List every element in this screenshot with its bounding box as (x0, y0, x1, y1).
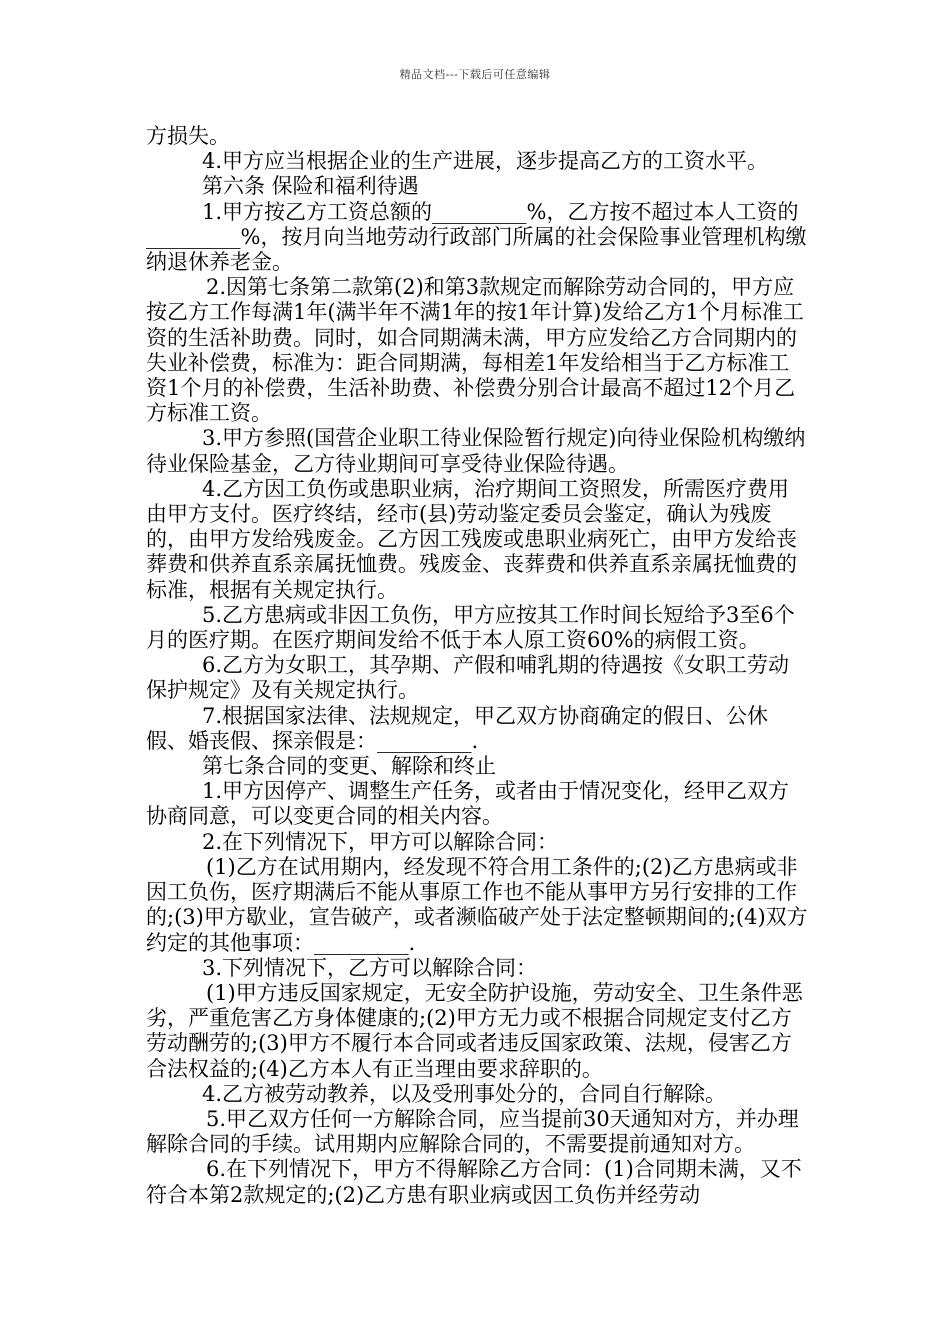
paragraph: 4.乙方被劳动教养，以及受刑事处分的，合同自行解除。 (202, 1081, 727, 1106)
paragraph: 1.甲方因停产、调整生产任务，或者由于情况变化，经甲乙双方协商同意，可以变更合同的相关内容。 (146, 779, 790, 829)
paragraph: (1)乙方在试用期内，经发现不符合用工条件的;(2)乙方患病或非因工负伤，医疗期满后不能从事原工作也不能从事甲方另行安排的工作的;(3)甲方歇业，宣告破产，或者濒临破产处于法定整顿期间的;(4)双方约定的其他事项：_________. (146, 854, 808, 955)
paragraph: 3.下列情况下，乙方可以解除合同： (202, 955, 538, 980)
paragraph: 2.因第七条第二款第(2)和第3款规定而解除劳动合同的，甲方应按乙方工作每满1年(满半年不满1年的按1年计算)发给乙方1个月标准工资的生活补助费。同时，如合同期满未满，甲方应发给乙方合同期内的失业补偿费，标准为：距合同期满，每相差1年发给相当于乙方标准工资1个月的补偿费，生活补助费、补偿费分别合计最高不超过12个月乙方标准工资。 (146, 275, 804, 426)
paragraph: 3.甲方参照(国营企业职工待业保险暂行规定)向待业保险机构缴纳待业保险基金，乙方待业期间可享受待业保险待遇。 (146, 426, 806, 476)
section-heading: 第六条 保险和福利待遇 (202, 174, 419, 199)
paragraph: 6.在下列情况下，甲方不得解除乙方合同：(1)合同期未满，又不符合本第2款规定的;(2)乙方患有职业病或因工负伤并经劳动 (146, 1157, 802, 1207)
paragraph: 6.乙方为女职工，其孕期、产假和哺乳期的待遇按《女职工劳动保护规定》及有关规定执行。 (146, 653, 790, 703)
paragraph: 4.乙方因工负伤或患职业病，治疗期间工资照发，所需医疗费用由甲方支付。医疗终结，经市(县)劳动鉴定委员会鉴定，确认为残废的，由甲方发给残废金。乙方因工残废或患职业病死亡，由甲方发给丧葬费和供养直系亲属抚恤费。残废金、丧葬费和供养直系亲属抚恤费的标准，根据有关规定执行。 (146, 476, 797, 602)
paragraph: (1)甲方违反国家规定，无安全防护设施，劳动安全、卫生条件恶劣，严重危害乙方身体健康的;(2)甲方无力或不根据合同规定支付乙方劳动酬劳的;(3)甲方不履行本合同或者违反国家政策、法规，侵害乙方合法权益的;(4)乙方本人有正当理由要求辞职的。 (146, 980, 803, 1081)
page-header: 精品文档---下载后可任意编辑 (399, 68, 551, 81)
paragraph: 4.甲方应当根据企业的生产进展，逐步提高乙方的工资水平。 (202, 149, 769, 174)
section-heading: 第七条合同的变更、解除和终止 (202, 754, 496, 779)
paragraph: 7.根据国家法律、法规规定，甲乙双方协商确定的假日、公休假、婚丧假、探亲假是：_________. (146, 703, 769, 753)
paragraph: 1.甲方按乙方工资总额的_________%，乙方按不超过本人工资的_________%，按月向当地劳动行政部门所属的社会保险事业管理机构缴纳退休养老金。 (146, 199, 807, 275)
paragraph: 5.乙方患病或非因工负伤，甲方应按其工作时间长短给予3至6个月的医疗期。在医疗期间发给不低于本人原工资60%的病假工资。 (146, 602, 795, 653)
paragraph: 5.甲乙双方任何一方解除合同，应当提前30天通知对方，并办理解除合同的手续。试用期内应解除合同的，不需要提前通知对方。 (146, 1106, 799, 1157)
document-body (146, 124, 808, 1208)
paragraph: 方损失。 (146, 124, 230, 148)
paragraph: 2.在下列情况下，甲方可以解除合同： (202, 829, 559, 854)
